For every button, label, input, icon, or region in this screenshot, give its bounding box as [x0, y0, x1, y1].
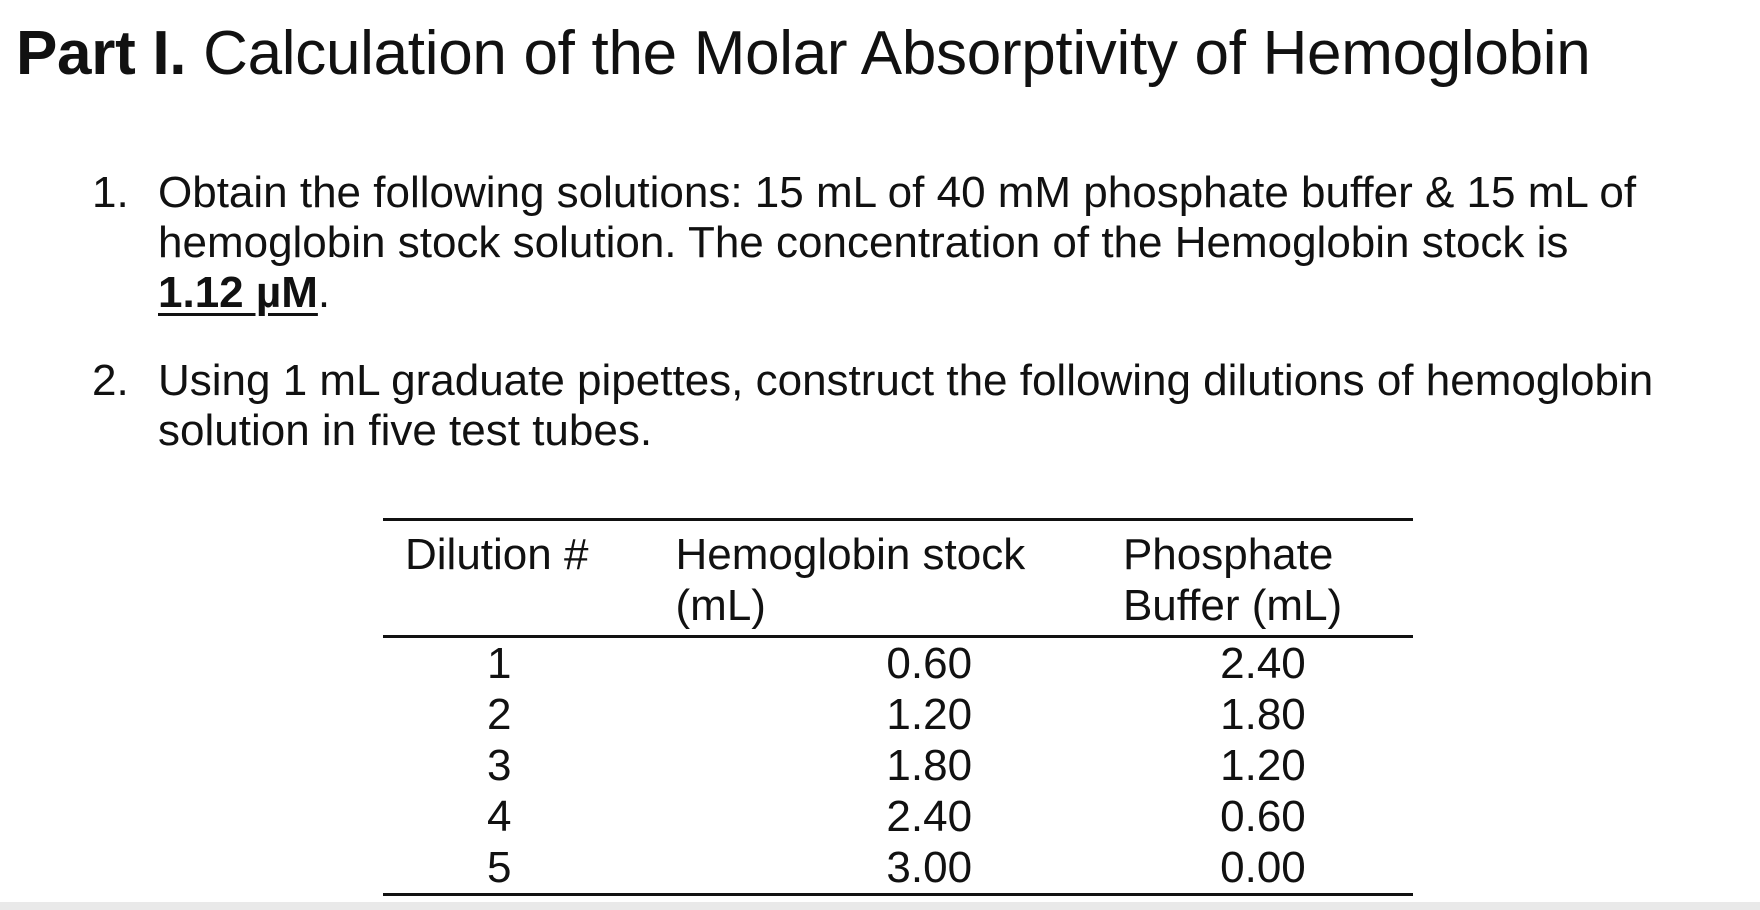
- cell-dilution: 5: [383, 842, 676, 895]
- header-buffer-line: Phosphate: [1122, 530, 1334, 579]
- step-text: [158, 168, 1636, 318]
- table-row: [383, 637, 1413, 690]
- step-line: solution in five test tubes.: [158, 406, 653, 455]
- header-dilution: Dilution #: [383, 520, 676, 637]
- table-row: [383, 842, 1413, 895]
- table-header: [383, 520, 1413, 637]
- cell-dilution: 3: [487, 741, 512, 790]
- table-row: [383, 689, 1413, 740]
- cell-dilution: 1: [487, 639, 512, 688]
- cell-buffer: 1.80: [1220, 690, 1306, 739]
- step-number: 2.: [92, 356, 129, 405]
- step-text: [158, 356, 1653, 456]
- cell-buffer: 1.20: [1220, 741, 1306, 790]
- header-buffer-line: Buffer (mL): [1122, 581, 1343, 630]
- step-line: hemoglobin stock solution. The concentration of the Hemoglobin stock is: [158, 218, 1569, 267]
- step-2: [92, 356, 1732, 466]
- step-line: Using 1 mL graduate pipettes, construct the following dilutions of hemoglobin: [158, 356, 1654, 405]
- part-label: Part I.: [16, 19, 187, 88]
- cell-hemoglobin: 2.40: [886, 792, 973, 841]
- cell-buffer: 0.60: [1220, 792, 1306, 841]
- step-line: Obtain the following solutions: 15 mL of 40 mM phosphate buffer & 15 mL of: [158, 168, 1637, 217]
- cell-buffer: 0.00: [1123, 842, 1413, 895]
- cell-hemoglobin: 1.20: [886, 690, 973, 739]
- cell-buffer: 2.40: [1220, 639, 1306, 688]
- page-bottom-edge: [0, 902, 1760, 910]
- sentence-end: .: [317, 268, 331, 317]
- dilution-table: [383, 518, 1413, 896]
- step-number: 1.: [92, 168, 129, 217]
- table-row: [383, 791, 1413, 842]
- cell-hemoglobin: 0.60: [886, 639, 973, 688]
- cell-dilution: 4: [487, 792, 512, 841]
- concentration-value: 1.12 µM: [158, 268, 318, 317]
- cell-dilution: 2: [487, 690, 512, 739]
- header-row: [383, 520, 1413, 637]
- cell-hemoglobin: 3.00: [676, 842, 1123, 895]
- step-1: [92, 168, 1732, 328]
- header-hemoglobin: Hemoglobin stock (mL): [676, 520, 1123, 637]
- header-buffer: [1123, 520, 1413, 637]
- cell-hemoglobin: 1.80: [886, 741, 973, 790]
- step-line-emphasis: [158, 268, 1636, 318]
- table-row: [383, 740, 1413, 791]
- section-heading: [16, 18, 1590, 90]
- table-body: [383, 637, 1413, 895]
- section-title: Calculation of the Molar Absorptivity of Hemoglobin: [203, 19, 1591, 88]
